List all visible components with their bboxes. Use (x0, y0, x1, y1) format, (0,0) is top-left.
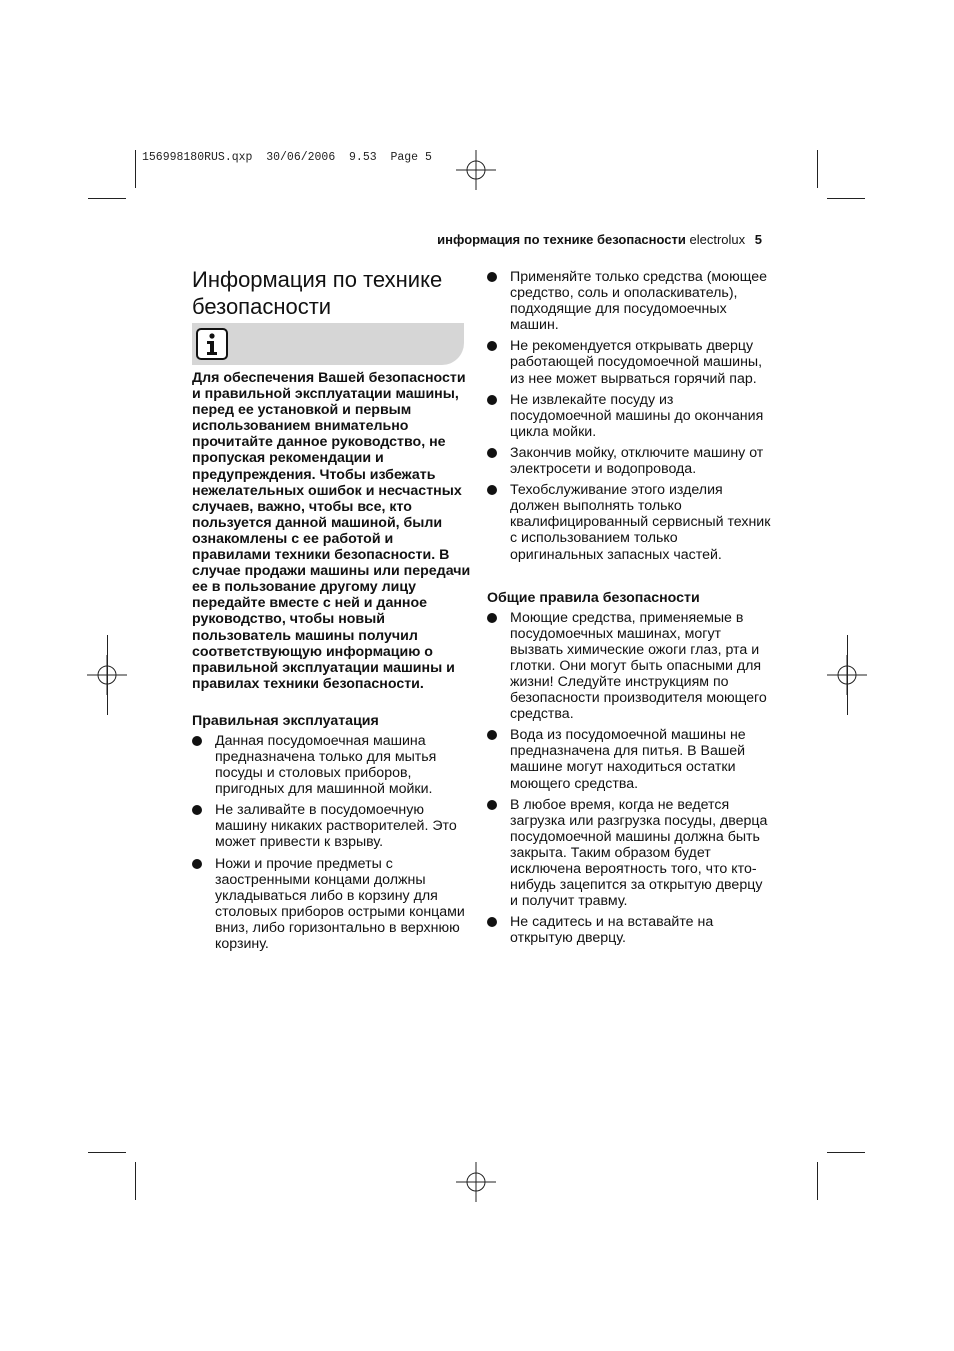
list-item-text: В любое время, когда не ведется загрузка или разгрузка посуды, дверца посудомоечной машины должна быть закрыта. Таким образом будет исключена вероятность того, что кто-нибудь зацепится за открытую дверцу и получит травму. (510, 796, 768, 910)
running-head-section: информация по технике безопасности (437, 232, 686, 247)
bullet-icon (192, 859, 202, 869)
crop-mark (827, 1152, 865, 1153)
list-item-text: Данная посудомоечная машина предназначена только для мытья посуды и столовых приборов, пригодных для машинной мойки. (215, 732, 437, 798)
registration-mark-icon (456, 150, 496, 190)
bullet-icon (192, 736, 202, 746)
list-item (487, 797, 772, 910)
list-item-text: Вода из посудомоечной машины не предназначена для питья. В Вашей машине могут находиться остатки моющего средства. (510, 727, 746, 792)
crop-mark (817, 1162, 818, 1200)
list-item (192, 856, 472, 953)
list-item (192, 733, 472, 797)
bullet-icon (487, 485, 497, 495)
list-item (192, 802, 472, 850)
registration-mark-icon (456, 1162, 496, 1202)
list-item (487, 392, 772, 440)
list-item-text: Закончив мойку, отключите машину от электросети и водопровода. (510, 444, 764, 478)
bullet-icon (487, 448, 497, 458)
info-band (192, 323, 464, 365)
list-item-text: Применяйте только средства (моющее средство, соль и ополаскиватель), подходящие для посудомоечных машин. (510, 269, 768, 334)
running-head (437, 232, 762, 247)
intro-paragraph: Для обеспечения Вашей безопасности и правильной эксплуатации машины, перед ее установкой и первым использованием внимательно прочитайте данное руководство, не пропуская рекомендации и предупреждения. Чтобы избежать нежелательных ошибок и несчастных случаев, важно, чтобы все, кто пользуется данной машиной, были ознакомлены с ее работой и правилами техники безопасности. В случае продажи машины или передачи ее в пользование другому лицу передайте вместе с ней и данное руководство, чтобы новый пользователь машины получил соответствующую информацию о правильной эксплуатации машины и правилах техники безопасности. (192, 370, 471, 692)
crop-mark (827, 198, 865, 199)
section-heading-proper-use: Правильная эксплуатация (192, 712, 379, 729)
crop-mark (88, 1152, 126, 1153)
right-column (487, 269, 772, 946)
bullet-icon (487, 272, 497, 282)
page-title: Информация по технике безопасности (192, 267, 443, 319)
proper-use-continued-list (487, 269, 772, 563)
bullet-icon (192, 805, 202, 815)
list-item-text: Моющие средства, применяемые в посудомоечных машинах, могут вызвать химические ожоги глаз, рта и глотки. Они могут быть опасными для жизни! Следуйте инструкциям по безопасности производителя моющего средства. (510, 609, 767, 723)
list-item (487, 914, 772, 946)
list-item (487, 610, 772, 723)
bullet-icon (487, 341, 497, 351)
list-item-text: Не рекомендуется открывать дверцу работающей посудомоечной машины, из нее может вырваться горячий пар. (510, 338, 763, 387)
bullet-icon (487, 730, 497, 740)
print-slug: 156998180RUS.qxp 30/06/2006 9.53 Page 5 (142, 151, 432, 164)
page-number: 5 (754, 232, 762, 247)
list-item (487, 445, 772, 477)
proper-use-list (192, 733, 472, 952)
section-heading-general-safety: Общие правила безопасности (487, 589, 700, 606)
running-head-brand: electrolux (689, 232, 746, 247)
bullet-icon (487, 917, 497, 927)
crop-mark (135, 1162, 136, 1200)
bullet-icon (487, 395, 497, 405)
general-safety-list (487, 610, 772, 947)
list-item-text: Не заливайте в посудомоечную машину никаких растворителей. Это может привести к взрыву. (215, 802, 457, 851)
list-item-text: Техобслуживание этого изделия должен выполнять только квалифицированный сервисный техник с использованием только оригинальных запасных частей. (510, 482, 771, 563)
crop-mark (135, 150, 136, 188)
registration-tick (847, 635, 848, 715)
list-item (487, 482, 772, 562)
info-icon (196, 328, 228, 360)
left-column (192, 370, 472, 952)
list-item-text: Ножи и прочие предметы с заостренными концами должны укладываться либо в корзину для столовых приборов острыми концами вниз, либо горизонтально в верхнюю корзину. (215, 855, 465, 952)
list-item (487, 338, 772, 386)
bullet-icon (487, 800, 497, 810)
bullet-icon (487, 613, 497, 623)
crop-mark (817, 150, 818, 188)
crop-mark (88, 198, 126, 199)
list-item (487, 269, 772, 333)
list-item-text: Не извлекайте посуду из посудомоечной машины до окончания цикла мойки. (510, 391, 764, 440)
list-item-text: Не садитесь и на вставайте на открытую дверцу. (510, 914, 714, 947)
registration-tick (107, 635, 108, 715)
list-item (487, 727, 772, 791)
